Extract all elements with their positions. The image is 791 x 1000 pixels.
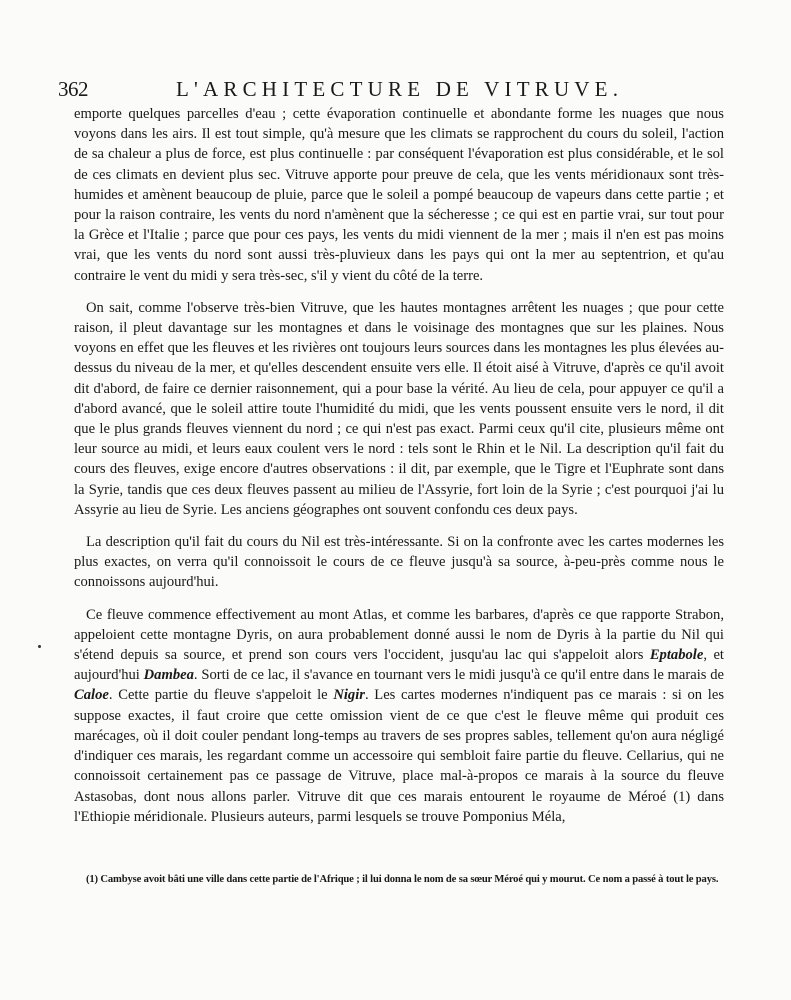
place-name-eptabole: Eptabole bbox=[649, 647, 704, 664]
place-name-dambea: Dambea bbox=[143, 667, 194, 684]
paragraph-text: . Cette partie du fleuve s'appeloit le bbox=[108, 687, 334, 704]
paragraph bbox=[74, 605, 724, 827]
paragraph bbox=[74, 298, 724, 520]
paragraph-text: , et aujourd'hui bbox=[74, 647, 724, 684]
paragraph-text: . Les cartes modernes n'indiquent pas ce marais : si on les suppose exactes, il faut croire que cette omission vient de ce que c'est le fleuve même qui produit ces marécages, où il doit couler pendant long-temps au travers de ses propres sables, tellement qu'on aura négligé d'indiquer ces marais, les regardant comme un accessoire qui sembloit faire partie du fleuve. Cellarius, qui ne connoissoit certainement pas ce passage de Vitruve, place mal-à-propos ce marais à la source du fleuve Astasobas, dont nous allons parler. Vitruve dit que ces marais entourent le royaume de Méroé (1) dans l'Ethiopie méridionale. Plusieurs auteurs, parmi lesquels se trouve Pomponius Méla, bbox=[74, 687, 724, 825]
paragraph-text: emporte quelques parcelles d'eau ; cette évaporation continuelle et abondante forme les nuages que nous voyons dans les airs. Il est tout simple, qu'à mesure que les climats se rapprochent du cours du soleil, l'action de sa chaleur a plus de force, est plus continuelle : par conséquent l'évaporation est plus considérable, et le sol de ces climats en devient plus sec. Vitruve apporte pour preuve de cela, que les vents méridionaux sont très-humides et amènent beaucoup de pluie, parce que le soleil a pompé beaucoup de vapeurs dans cette partie ; et pour la raison contraire, les vents du nord n'amènent que la sécheresse ; ce qui est en partie vrai, sur tout pour la Grèce et l'Italie ; parce que pour ces pays, les vents du midi viennent de la mer ; mais il n'en est pas moins vrai, que les vents du nord sont aussi très-pluvieux dans les pays qui ont la mer au septentrion, et qu'au contraire le vent du midi y sera très-sec, s'il y vient du côté de la terre. bbox=[74, 106, 724, 284]
place-name-nigir: Nigir bbox=[333, 687, 365, 704]
running-title: L'ARCHITECTURE DE VITRUVE. bbox=[176, 77, 624, 101]
paragraph-text: On sait, comme l'observe très-bien Vitruve, que les hautes montagnes arrêtent les nuages ; que pour cette raison, il pleut davantage sur les montagnes et dans le voisinage des montagnes que sur les plaines. Nous voyons en effet que les fleuves et les rivières ont toujours leurs sources dans les montagnes les plus élevées au-dessus du niveau de la mer, et qu'elles descendent ensuite vers elle. Il étoit aisé à Vitruve, d'après ce qu'il avoit dit d'abord, de faire ce dernier raisonnement, qui a pour base la vérité. Au lieu de cela, pour appuyer ce qu'il a d'abord avancé, que le soleil attire toute l'humidité du midi, que les vents poussent ensuite vers le nord, il dit que le plus grands fleuves viennent du nord ; ce qui n'est pas exact. Parmi ceux qu'il cite, plusieurs même ont leur source au midi, et leurs eaux coulent vers le nord : tels sont le Rhin et le Nil. La description qu'il fait du cours des fleuves, exige encore d'autres observations : il dit, par exemple, que le Tigre et l'Euphrate sont dans la Syrie, tandis que ces deux fleuves passent au milieu de l'Assyrie, fort loin de la Syrie ; c'est pourquoi j'ai lu Assyrie au lieu de Syrie. Les anciens géographes ont souvent confondu ces deux pays. bbox=[74, 299, 724, 518]
paragraph bbox=[74, 532, 724, 593]
paragraph bbox=[74, 104, 724, 286]
place-name-caloe: Caloe bbox=[74, 687, 109, 704]
page-header bbox=[58, 76, 646, 102]
body-text bbox=[74, 104, 724, 827]
paragraph-text: . Sorti de ce lac, il s'avance en tournant vers le midi jusqu'à ce qu'il entre dans le marais de bbox=[193, 667, 725, 684]
page-number: 362 bbox=[58, 77, 88, 101]
margin-mark bbox=[38, 645, 41, 648]
paragraph-text: Ce fleuve commence effectivement au mont Atlas, et comme les barbares, d'après ce que rapporte Strabon, appeloient cette montagne Dyris, on aura probablement donné aussi le nom de Dyris à la partie du Nil qui s'étend depuis sa source, et prend son cours vers l'occident, jusqu'au lac qui s'appeloit alors bbox=[74, 606, 724, 664]
footnote: (1) Cambyse avoit bâti une ville dans cette partie de l'Afrique ; il lui donna le nom de sa sœur Méroé qui y mourut. Ce nom a passé à tout le pays. bbox=[86, 874, 719, 885]
paragraph-text: La description qu'il fait du cours du Nil est très-intéressante. Si on la confronte avec les cartes modernes les plus exactes, on verra qu'il connoissoit le cours de ce fleuve jusqu'à sa source, à-peu-près comme nous le connoissons aujourd'hui. bbox=[74, 534, 724, 591]
